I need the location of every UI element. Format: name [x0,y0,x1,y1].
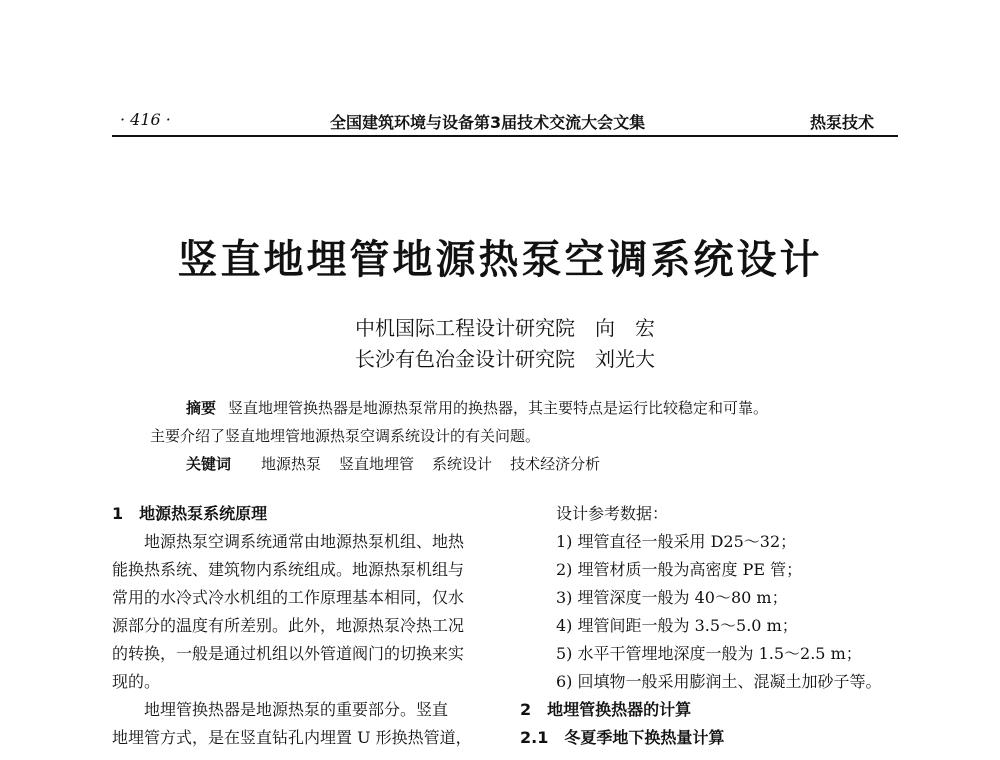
author-affiliation: 长沙有色冶金设计研究院 [355,347,575,371]
keywords-line [186,453,600,474]
left-column [112,500,504,752]
keyword: 系统设计 [432,455,493,473]
abstract-text: 竖直地埋管换热器是地源热泵常用的换热器，其主要特点是运行比较稳定和可靠。 [228,399,769,417]
body-line: 地埋管方式，是在竖直钻孔内埋置 U 形换热管道， [112,728,472,747]
design-data-item: 6) 回填物一般采用膨润土、混凝土加砂子等。 [556,672,882,691]
keyword: 地源热泵 [261,455,322,473]
author-name: 刘光大 [595,347,655,371]
keywords-label: 关键词 [186,455,232,473]
section-2-heading: 2 地埋管换热器的计算 [520,700,692,719]
design-data-item: 3) 埋管深度一般为 40～80 m； [556,588,788,607]
abstract-label: 摘要 [186,399,217,417]
body-line: 源部分的温度有所差别。此外，地源热泵冷热工况 [112,616,465,635]
page-number: · 416 · [120,110,171,129]
design-data-heading: 设计参考数据： [556,504,669,523]
author-name: 向 宏 [595,316,655,340]
keyword: 竖直地埋管 [339,455,415,473]
keyword: 技术经济分析 [510,455,601,473]
proceedings-title: 全国建筑环境与设备第3届技术交流大会文集 [330,113,646,132]
design-data-item: 4) 埋管间距一般为 3.5～5.0 m； [556,616,798,635]
abstract-line-1 [186,397,768,418]
section-2-1-heading: 2.1 冬夏季地下换热量计算 [520,728,725,747]
author-line-1 [355,312,655,341]
design-data-item: 1) 埋管直径一般采用 D25～32； [556,532,797,551]
body-line: 常用的水冷式冷水机组的工作原理基本相同，仅水 [112,588,465,607]
author-affiliation: 中机国际工程设计研究院 [355,316,575,340]
design-data-item: 5) 水平干管埋地深度一般为 1.5～2.5 m； [556,644,862,663]
body-line: 的转换，一般是通过机组以外管道阀门的切换来实 [112,644,465,663]
right-column [520,500,910,752]
header-rule [112,135,898,137]
body-line: 能换热系统、建筑物内系统组成。地源热泵机组与 [112,560,465,579]
section-1-heading: 1 地源热泵系统原理 [112,504,268,523]
body-line: 地源热泵空调系统通常由地源热泵机组、地热 [112,532,465,551]
paper-title: 竖直地埋管地源热泵空调系统设计 [177,236,823,283]
author-line-2 [355,343,655,372]
abstract-line-2: 主要介绍了竖直地埋管地源热泵空调系统设计的有关问题。 [150,427,541,445]
design-data-item: 2) 埋管材质一般为高密度 PE 管； [556,560,803,579]
section-label: 热泵技术 [810,113,875,132]
body-line: 地埋管换热器是地源热泵的重要部分。竖直 [112,700,449,719]
body-line: 现的。 [112,672,161,691]
